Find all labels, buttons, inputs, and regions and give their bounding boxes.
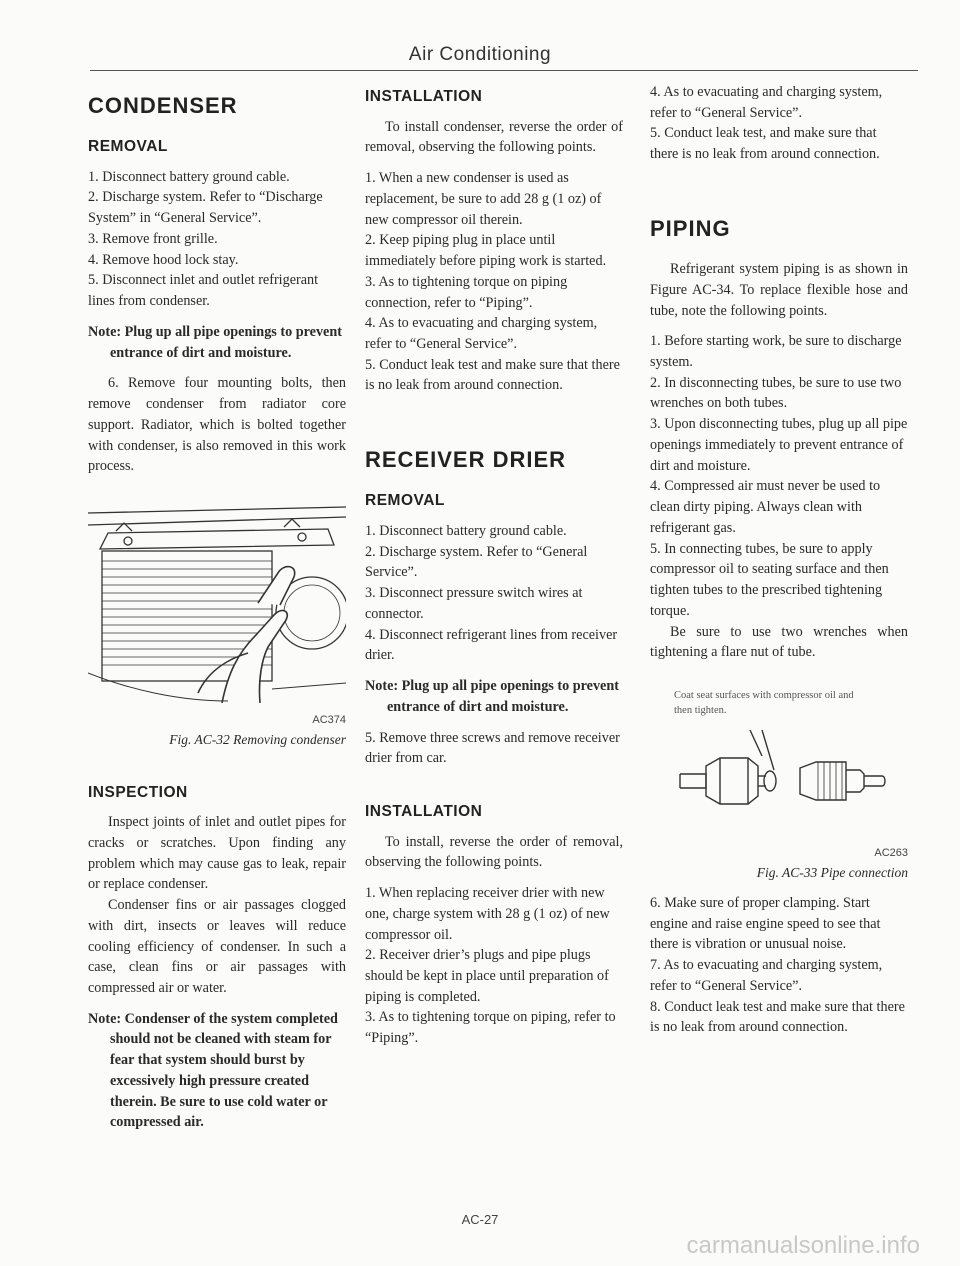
note: Note: Condenser of the system completed should not be cleaned with steam for fear that system should burst by excessively high pressure created therein. Be sure to use cold water or compressed air. xyxy=(88,1010,338,1131)
note: Note: Plug up all pipe openings to prevent entrance of dirt and moisture. xyxy=(365,678,619,715)
list-item: 4. Remove hood lock stay. xyxy=(88,251,239,268)
list-item: 8. Conduct leak test and make sure that there is no leak from around connection. xyxy=(650,998,905,1036)
subsection-title-removal: REMOVAL xyxy=(365,492,445,510)
figure-removing-condenser xyxy=(88,503,346,749)
figure-id: AC263 xyxy=(874,847,908,860)
paragraph: Inspect joints of inlet and outlet pipes for cracks or scratches. Upon finding any problem which may cause gas to leak, repair or replace condenser. xyxy=(88,814,346,893)
list-item: 4. As to evacuating and charging system, refer to “General Service”. xyxy=(650,84,883,121)
list-item: 6. Make sure of proper clamping. Start engine and raise engine speed to see that there is vibration or unusual noise. xyxy=(650,894,881,953)
condenser-removal-illustration xyxy=(88,503,346,703)
note: Note: Plug up all pipe openings to prevent entrance of dirt and moisture. xyxy=(88,323,342,361)
list-item: 2. Discharge system. Refer to “General Service”. xyxy=(365,543,588,581)
list-item: 2. Receiver drier’s plugs and pipe plugs should be kept in place until preparation of piping is completed. xyxy=(365,947,609,1005)
list-item: 3. Upon disconnecting tubes, plug up all pipe openings immediately to prevent entrance of dirt and moisture. xyxy=(650,416,908,474)
paragraph: To install, reverse the order of removal, observing the following points. xyxy=(365,833,623,871)
page-number: AC-27 xyxy=(461,1212,499,1227)
list-item: 6. Remove four mounting bolts, then remove condenser from radiator core support. Radiator, which is bolted together with condenser, is also removed in this work process. xyxy=(88,375,346,475)
list-item: 5. Remove three screws and remove receiver drier from car. xyxy=(365,729,620,767)
list-item: 3. As to tightening torque on piping connection, refer to “Piping”. xyxy=(365,273,568,311)
paragraph: To install condenser, reverse the order of removal, observing the following points. xyxy=(365,118,623,156)
list-item: 7. As to evacuating and charging system, refer to “General Service”. xyxy=(650,957,883,994)
list-item: 5. Conduct leak test, and make sure that there is no leak from around connection. xyxy=(650,125,880,163)
figure-caption: Fig. AC-32 Removing condenser xyxy=(169,731,346,747)
paragraph: Refrigerant system piping is as shown in Figure AC-34. To replace flexible hose and tube, note the following points. xyxy=(650,261,908,319)
list-item: 2. Keep piping plug in place until immediately before piping work is started. xyxy=(365,232,607,270)
list-item: 4. As to evacuating and charging system, refer to “General Service”. xyxy=(365,315,598,352)
list-item: 3. Remove front grille. xyxy=(88,230,218,247)
list-item: 4. Disconnect refrigerant lines from receiver drier. xyxy=(365,626,618,664)
column-middle xyxy=(365,82,623,1049)
list-item: 4. Compressed air must never be used to clean dirty piping. Always clean with refrigerant gas. xyxy=(650,478,881,536)
column-left xyxy=(88,82,346,1133)
subsection-title-inspection: INSPECTION xyxy=(88,783,188,801)
figure-caption: Fig. AC-33 Pipe connection xyxy=(756,865,908,881)
list-item: 1. Disconnect battery ground cable. xyxy=(88,168,290,185)
page-header: Air Conditioning xyxy=(408,44,552,65)
list-item: 2. In disconnecting tubes, be sure to use two wrenches on both tubes. xyxy=(650,374,902,412)
subsection-title-installation: INSTALLATION xyxy=(365,802,483,820)
figure-pipe-connection xyxy=(650,689,908,883)
section-title-condenser: CONDENSER xyxy=(88,93,238,118)
list-item: 1. Disconnect battery ground cable. xyxy=(365,522,567,539)
list-item: 1. When a new condenser is used as replacement, be sure to add 28 g (1 oz) of new compressor oil therein. xyxy=(365,170,602,228)
section-title-piping: PIPING xyxy=(650,215,731,241)
list-item: 1. When replacing receiver drier with new one, charge system with 28 g (1 oz) of new compressor oil. xyxy=(365,885,610,943)
pipe-connection-illustration xyxy=(650,726,908,836)
list-item: 5. Disconnect inlet and outlet refrigerant lines from condenser. xyxy=(88,272,319,310)
paragraph: Be sure to use two wrenches when tightening a flare nut of tube. xyxy=(650,623,908,661)
subsection-title-installation: INSTALLATION xyxy=(365,88,483,105)
section-title-receiver-drier: RECEIVER DRIER xyxy=(365,447,567,473)
column-right xyxy=(650,82,908,1038)
list-item: 5. Conduct leak test and make sure that there is no leak from around connection. xyxy=(365,356,620,394)
watermark: carmanualsonline.info xyxy=(686,1232,920,1259)
paragraph: Condenser fins or air passages clogged with dirt, insects or leaves will reduce cooling efficiency of condenser. In such a case, clean fins or air passages with compressed air or water. xyxy=(88,897,346,996)
list-item: 1. Before starting work, be sure to discharge system. xyxy=(650,333,902,370)
subsection-title-removal: REMOVAL xyxy=(88,138,168,156)
header-rule xyxy=(90,70,918,71)
list-item: 3. As to tightening torque on piping, refer to “Piping”. xyxy=(365,1009,616,1047)
figure-note: Coat seat surfaces with compressor oil and then tighten. xyxy=(674,690,854,716)
list-item: 5. In connecting tubes, be sure to apply compressor oil to seating surface and then tighten tubes to the prescribed tightening torque. xyxy=(650,540,889,619)
list-item: 2. Discharge system. Refer to “Discharge System” in “General Service”. xyxy=(88,189,323,227)
figure-id: AC374 xyxy=(312,713,346,726)
list-item: 3. Disconnect pressure switch wires at connector. xyxy=(365,585,583,622)
